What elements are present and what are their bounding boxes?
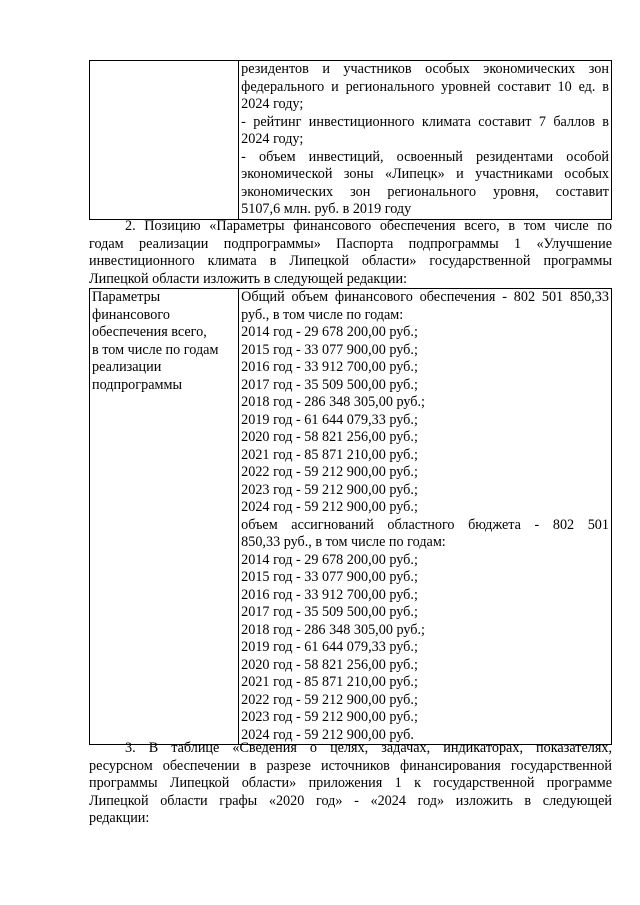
paragraph-line: инвестиционного климата в Липецкой области» государственной программы — [89, 253, 612, 269]
text-line: обеспечения всего, — [92, 324, 207, 340]
year-amount-line: 2018 год - 286 348 305,00 руб.; — [241, 621, 425, 638]
year-amount-line: 2014 год - 29 678 200,00 руб.; — [241, 551, 418, 568]
paragraph-line: 3. В таблице «Сведения о целях, задачах, индикаторах, показателях, — [125, 740, 612, 756]
table-cell-left-empty — [90, 61, 239, 220]
financing-table — [89, 288, 612, 745]
text-line: 5107,6 млн. руб. в 2019 году — [241, 201, 412, 217]
year-amount-line: 2024 год - 59 212 900,00 руб. — [241, 726, 414, 743]
results-table-fragment — [89, 60, 612, 220]
year-amount-line: 2017 год - 35 509 500,00 руб.; — [241, 604, 418, 620]
text-line: объем ассигнований областного бюджета - 802 501 — [241, 516, 609, 533]
year-amount-line: 2016 год - 33 912 700,00 руб.; — [241, 586, 418, 603]
year-amount-line: 2017 год - 35 509 500,00 руб.; — [241, 376, 418, 393]
text-line: подпрограммы — [92, 376, 182, 393]
paragraph-line: Липецкой области графы «2020 год» - «2024 год» изложить в следующей — [89, 792, 612, 809]
table-cell-parameters-label — [90, 289, 239, 745]
year-amount-line: 2015 год - 33 077 900,00 руб.; — [241, 569, 418, 585]
paragraph-2 — [89, 218, 612, 288]
year-amount-line: 2023 год - 59 212 900,00 руб.; — [241, 481, 418, 498]
table-row — [90, 289, 612, 745]
year-amount-line: 2023 год - 59 212 900,00 руб.; — [241, 709, 418, 725]
year-amount-line: 2021 год - 85 871 210,00 руб.; — [241, 446, 418, 463]
year-amount-line: 2018 год - 286 348 305,00 руб.; — [241, 394, 425, 410]
year-amount-line: 2024 год - 59 212 900,00 руб.; — [241, 499, 418, 515]
year-amount-line: 2015 год - 33 077 900,00 руб.; — [241, 341, 418, 358]
year-amount-line: 2019 год - 61 644 079,33 руб.; — [241, 639, 418, 655]
text-line: экономических зон регионального уровня, составит — [241, 183, 609, 200]
year-amount-line: 2020 год - 58 821 256,00 руб.; — [241, 429, 418, 445]
text-line: 850,33 руб., в том числе по годам: — [241, 534, 446, 550]
paragraph-line: ресурсном обеспечении в разрезе источников финансирования государственной — [89, 757, 612, 774]
year-amount-line: 2021 год - 85 871 210,00 руб.; — [241, 674, 418, 690]
text-line: реализации — [92, 359, 162, 375]
text-line: - объем инвестиций, освоенный резидентами особой — [241, 148, 609, 165]
text-line: - рейтинг инвестиционного климата составит 7 баллов в — [241, 113, 609, 130]
paragraph-line: программы Липецкой области» приложения 1 к государственной программе — [89, 775, 612, 791]
text-line: 2024 году; — [241, 96, 304, 112]
text-line: руб., в том числе по годам: — [241, 306, 404, 323]
table-cell-financing-values — [239, 289, 612, 745]
text-line: 2024 году; — [241, 131, 304, 147]
paragraph-line: Липецкой области изложить в следующей редакции: — [89, 270, 408, 287]
year-amount-line: 2019 год - 61 644 079,33 руб.; — [241, 411, 418, 428]
year-amount-line: 2016 год - 33 912 700,00 руб.; — [241, 359, 418, 375]
paragraph-3 — [89, 740, 612, 828]
paragraph-line: 2. Позицию «Параметры финансового обеспечения всего, в том числе по — [125, 218, 612, 234]
table-cell-right-results — [239, 61, 612, 220]
year-amount-line: 2014 год - 29 678 200,00 руб.; — [241, 324, 418, 340]
table-row — [90, 61, 612, 220]
year-amount-line: 2022 год - 59 212 900,00 руб.; — [241, 464, 418, 480]
text-line: Параметры — [92, 289, 161, 305]
year-amount-line: 2020 год - 58 821 256,00 руб.; — [241, 656, 418, 673]
text-line: федерального и регионального уровней составит 10 ед. в — [241, 78, 609, 95]
text-line: в том числе по годам — [92, 341, 219, 358]
text-line: финансового — [92, 306, 170, 323]
text-line: резидентов и участников особых экономических зон — [241, 61, 609, 77]
year-amount-line: 2022 год - 59 212 900,00 руб.; — [241, 691, 418, 708]
text-line: Общий объем финансового обеспечения - 802 501 850,33 — [241, 289, 609, 305]
text-line: экономической зоны «Липецк» и участниками особых — [241, 166, 609, 182]
paragraph-line: годам реализации подпрограммы» Паспорта подпрограммы 1 «Улучшение — [89, 235, 612, 252]
paragraph-line: редакции: — [89, 810, 150, 826]
